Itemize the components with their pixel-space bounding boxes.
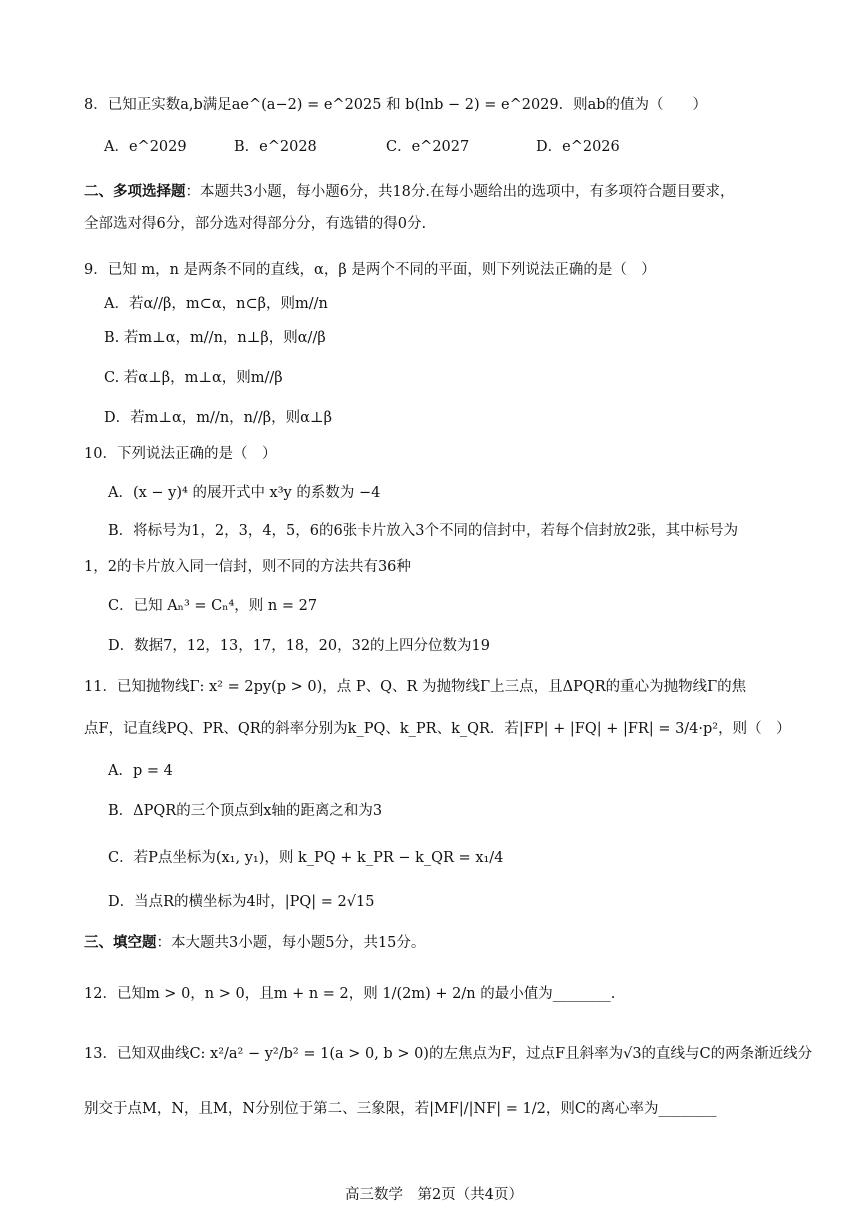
q8-option-c: C．e^2027 <box>386 139 470 155</box>
q8-option-a: A．e^2029 <box>104 139 187 155</box>
q11-option-a: A．p = 4 <box>108 763 173 779</box>
section2-desc-line1: ：本题共3小题，每小题6分，共18分.在每小题给出的选项中，有多项符合题目要求， <box>185 184 735 200</box>
section2-header <box>84 181 735 203</box>
q11-option-b: B．ΔPQR的三个顶点到x轴的距离之和为3 <box>108 803 383 819</box>
q8-stem: 8．已知正实数a,b满足ae^(a−2) = e^2025 和 b(lnb − 2) = e^2029．则ab的值为（ ） <box>84 97 708 113</box>
section2-desc-line2: 全部选对得6分，部分选对得部分分，有选错的得0分. <box>84 216 427 232</box>
section3-desc: ：本大题共3小题，每小题5分，共15分。 <box>156 935 426 951</box>
q11-stem-line1: 11．已知抛物线Γ: x² = 2py(p > 0)，点 P、Q、R 为抛物线Γ上三点，且ΔPQR的重心为抛物线Γ的焦 <box>84 679 747 695</box>
q8-option-d: D．e^2026 <box>536 139 620 155</box>
q10-option-a: A．(x − y)⁴ 的展开式中 x³y 的系数为 −4 <box>108 485 381 501</box>
q10-stem: 10．下列说法正确的是（ ） <box>84 446 277 462</box>
q12-text: 12．已知m > 0，n > 0，且m + n = 2，则 1/(2m) + 2/n 的最小值为________. <box>84 986 616 1002</box>
q8-options <box>104 136 664 158</box>
q13-line1: 13．已知双曲线C: x²/a² − y²/b² = 1(a > 0, b > 0)的左焦点为F，过点F且斜率为√3的直线与C的两条渐近线分 <box>84 1046 813 1062</box>
q9-option-d: D．若m⊥α，m//n，n//β，则α⊥β <box>104 410 332 426</box>
q9-option-a: A．若α//β，m⊂α，n⊂β，则m//n <box>104 296 328 312</box>
q9-option-c: C. 若α⊥β，m⊥α，则m//β <box>104 370 283 386</box>
section2-title: 二、多项选择题 <box>84 183 186 200</box>
section3-header <box>84 932 425 954</box>
q10-option-b-line2: 1，2的卡片放入同一信封，则不同的方法共有36种 <box>84 559 411 575</box>
q10-option-b-line1: B．将标号为1，2，3，4，5，6的6张卡片放入3个不同的信封中，若每个信封放2张，其中标号为 <box>108 523 739 539</box>
q13-line2: 别交于点M，N，且M，N分别位于第二、三象限，若|MF|/|NF| = 1/2，则C的离心率为________ <box>84 1101 717 1117</box>
q9-stem: 9．已知 m，n 是两条不同的直线，α，β 是两个不同的平面，则下列说法正确的是（ ） <box>84 262 656 278</box>
page-footer: 高三数学 第2页（共4页） <box>345 1187 523 1203</box>
q9-option-b: B. 若m⊥α，m//n，n⊥β，则α//β <box>104 330 326 346</box>
q8-option-b: B．e^2028 <box>234 139 317 155</box>
q11-option-d: D．当点R的横坐标为4时，|PQ| = 2√15 <box>108 894 375 910</box>
q10-option-d: D．数据7，12，13，17，18，20，32的上四分位数为19 <box>108 638 491 654</box>
q11-stem-line2: 点F，记直线PQ、PR、QR的斜率分别为k_PQ、k_PR、k_QR．若|FP| + |FQ| + |FR| = 3/4·p²，则（ ） <box>84 721 791 737</box>
section3-title: 三、填空题 <box>84 934 157 951</box>
q11-option-c: C．若P点坐标为(x₁, y₁)，则 k_PQ + k_PR − k_QR = x₁/4 <box>108 850 504 866</box>
q10-option-c: C．已知 Aₙ³ = Cₙ⁴，则 n = 27 <box>108 598 318 614</box>
